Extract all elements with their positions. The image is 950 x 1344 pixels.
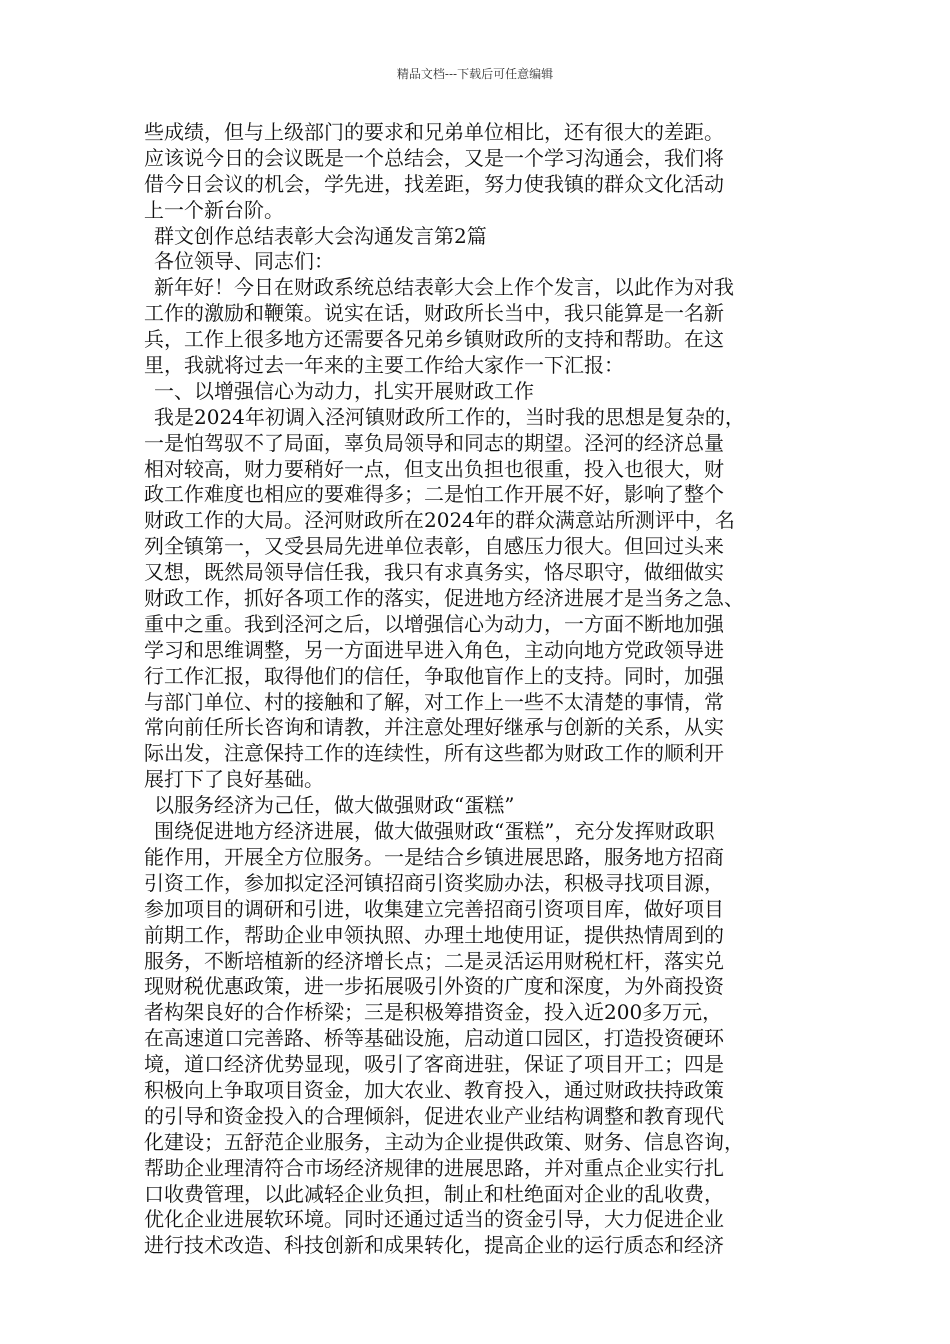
document-body <box>144 120 816 1259</box>
text-line: 重中之重。我到泾河之后，以增强信心为动力，一方面不断地加强 <box>144 611 724 636</box>
text-line: 应该说今日的会议既是一个总结会，又是一个学习沟通会，我们将 <box>144 145 724 170</box>
text-line: 我是2024年初调入泾河镇财政所工作的，当时我的思想是复杂的， <box>154 404 745 429</box>
text-line: 上一个新台阶。 <box>144 197 284 222</box>
text-line: 又想，既然局领导信任我，我只有求真务实，恪尽职守，做细做实 <box>144 560 724 585</box>
text-line: 兵，工作上很多地方还需要各兄弟乡镇财政所的支持和帮助。在这 <box>144 327 724 352</box>
text-line: 的引导和资金投入的合理倾斜，促进农业产业结构调整和教育现代 <box>144 1103 724 1128</box>
text-line: 在高速道口完善路、桥等基础设施，启动道口园区，打造投资硬环 <box>144 1026 724 1051</box>
text-line: 群文创作总结表彰大会沟通发言第2篇 <box>154 223 487 248</box>
text-line: 前期工作，帮助企业申领执照、办理土地使用证，提供热情周到的 <box>144 922 724 947</box>
text-line: 积极向上争取项目资金，加大农业、教育投入，通过财政扶持政策 <box>144 1077 724 1102</box>
text-line: 些成绩，但与上级部门的要求和兄弟单位相比，还有很大的差距。 <box>144 120 724 144</box>
text-line: 政工作难度也相应的要难得多；二是怕工作开展不好，影响了整个 <box>144 482 724 507</box>
text-line: 行工作汇报，取得他们的信任，争取他盲作上的支持。同时，加强 <box>144 663 724 688</box>
text-line: 化建设；五舒范企业服务，主动为企业提供政策、财务、信息咨询， <box>144 1129 744 1154</box>
text-line: 与部门单位、村的接触和了解，对工作上一些不太清楚的事情，常 <box>144 689 724 714</box>
text-line: 参加项目的调研和引进，收集建立完善招商引资项目库，做好项目 <box>144 896 724 921</box>
text-line: 财政工作，抓好各项工作的落实，促进地方经济进展才是当务之急、 <box>144 586 744 611</box>
text-line: 相对较高，财力要稍好一点，但支出负担也很重，投入也很大，财 <box>144 456 724 481</box>
text-line: 常向前任所长咨询和请教，并注意处理好继承与创新的关系，从实 <box>144 715 724 740</box>
text-line: 帮助企业理清符合市场经济规律的进展思路，并对重点企业实行扎 <box>144 1155 724 1180</box>
text-line: 一是怕驾驭不了局面，辜负局领导和同志的期望。泾河的经济总量 <box>144 430 724 455</box>
text-line: 财政工作的大局。泾河财政所在2024年的群众满意站所测评中，名 <box>144 508 735 533</box>
text-line: 能作用，开展全方位服务。一是结合乡镇进展思路，服务地方招商 <box>144 844 724 869</box>
text-line: 以服务经济为己任，做大做强财政“蛋糕” <box>154 793 515 818</box>
text-line: 工作的激励和鞭策。说实在话，财政所长当中，我只能算是一名新 <box>144 301 724 326</box>
text-line: 进行技术改造、科技创新和成果转化，提高企业的运行质态和经济 <box>144 1233 724 1258</box>
text-line: 各位领导、同志们： <box>154 249 334 274</box>
text-line: 新年好！今日在财政系统总结表彰大会上作个发言，以此作为对我 <box>154 275 734 300</box>
text-line: 者构架良好的合作桥梁；三是积极筹措资金，投入近200多万元， <box>144 1000 723 1025</box>
text-line: 服务，不断培植新的经济增长点；二是灵活运用财税杠杆，落实兑 <box>144 948 724 973</box>
text-line: 借今日会议的机会，学先进，找差距，努力使我镇的群众文化活动 <box>144 171 724 196</box>
text-line: 口收费管理，以此减轻企业负担，制止和杜绝面对企业的乱收费， <box>144 1181 724 1206</box>
text-line: 列全镇第一，又受县局先进单位表彰，自感压力很大。但回过头来 <box>144 534 724 559</box>
page-header: 精品文档---下载后可任意编辑 <box>396 67 554 81</box>
text-line: 围绕促进地方经济进展，做大做强财政“蛋糕”，充分发挥财政职 <box>154 819 715 844</box>
text-line: 引资工作，参加拟定泾河镇招商引资奖励办法，积极寻找项目源， <box>144 870 724 895</box>
text-line: 际出发，注意保持工作的连续性，所有这些都为财政工作的顺利开 <box>144 741 724 766</box>
text-line: 一、以增强信心为动力，扎实开展财政工作 <box>154 378 534 403</box>
text-line: 展打下了良好基础。 <box>144 767 324 792</box>
text-line: 学习和思维调整，另一方面进早进入角色，主动向地方党政领导进 <box>144 637 724 662</box>
text-line: 境，道口经济优势显现，吸引了客商进驻，保证了项目开工；四是 <box>144 1052 724 1077</box>
text-line: 优化企业进展软环境。同时还通过适当的资金引导，大力促进企业 <box>144 1207 724 1232</box>
text-line: 里，我就将过去一年来的主要工作给大家作一下汇报： <box>144 353 624 378</box>
text-line: 现财税优惠政策，进一步拓展吸引外资的广度和深度，为外商投资 <box>144 974 724 999</box>
